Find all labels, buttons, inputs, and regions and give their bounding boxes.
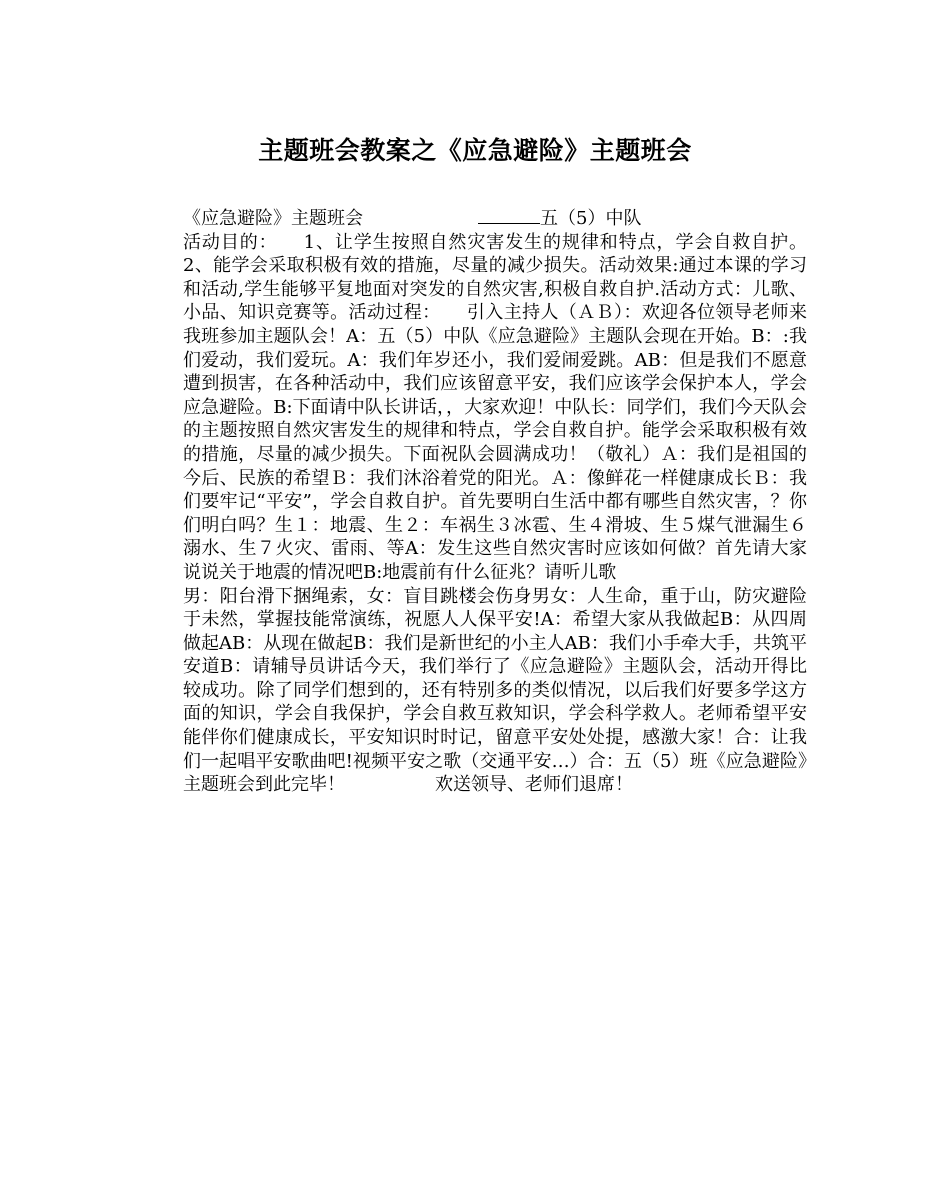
document-title: 主题班会教案之《应急避险》主题班会 [258,136,692,165]
header-right: 五（5）中队 [540,208,642,229]
paragraph-1-lead: 活动目的： [183,231,278,253]
paragraph-2-body: 男：阳台滑下捆绳索，女：盲目跳楼会伤身男女：人生命，重于山，防灾避险于未然，掌握技能常演练，祝愿人人保平安!A：希望大家从我做起B：从四周做起AB：从现在做起B：我们是新世纪的小主人AB：我们小手牵大手，共筑平安道B：请辅导员讲话今天，我们举行了《应急避险》主题队会，活动开得比较成功。除了同学们想到的，还有特别多的类似情况，以后我们好要多学这方面的知识，学会自我保护，学会自救互救知识，学会科学救人。老师希望平安能伴你们健康成长，平安知识时时记，留意平安处处提，感激大家！合：让我们一起唱平安歌曲吧!视频平安之歌（交通平安…）合：五（5）班《应急避险》主题班会到此完毕！ [183,585,807,796]
header-line [143,207,807,231]
paragraph-1 [143,231,807,585]
header-left: 《应急避险》主题班会 [183,208,363,229]
paragraph-2-closing: 欢送领导、老师们退席！ [435,774,633,796]
paragraph-2 [143,585,807,797]
paragraph-1-goals: 1、让学生按照自然灾害发生的规律和特点，学会自救自护。2、能学会采取积极有效的措施，尽量的减少损失。活动效果:通过本课的学习和活动,学生能够平复地面对突发的自然灾害,积极自救自护.活动方式：儿歌、小品、知识竞赛等。活动过程： [183,231,808,324]
document-body [143,207,807,797]
header-blank-line [478,208,540,224]
paragraph-1-process: 引入主持人（ＡＢ）：欢迎各位领导老师来我班参加主题队会！A：五（5）中队《应急避险》主题队会现在开始。B：:我们爱动，我们爱玩。A：我们年岁还小，我们爱闹爱跳。AB：但是我们不愿意遭到损害，在各种活动中，我们应该留意平安，我们应该学会保护本人，学会应急避险。B:下面请中队长讲话，，大家欢迎！中队长：同学们，我们今天队会的主题按照自然灾害发生的规律和特点，学会自救自护。能学会采取积极有效的措施，尽量的减少损失。下面祝队会圆满成功！（敬礼）Ａ：我们是祖国的今后、民族的希望Ｂ：我们沐浴着党的阳光。Ａ：像鲜花一样健康成长Ｂ：我们要牢记“平安”，学会自救自护。首先要明白生活中都有哪些自然灾害，？你们明白吗？生１：地震、生２：车祸生３冰雹、生４滑坡、生５煤气泄漏生６溺水、生７火灾、雷雨、等A：发生这些自然灾害时应该如何做？首先请大家说说关于地震的情况吧B:地震前有什么征兆？请听儿歌 [183,302,807,583]
document-page [143,128,807,797]
